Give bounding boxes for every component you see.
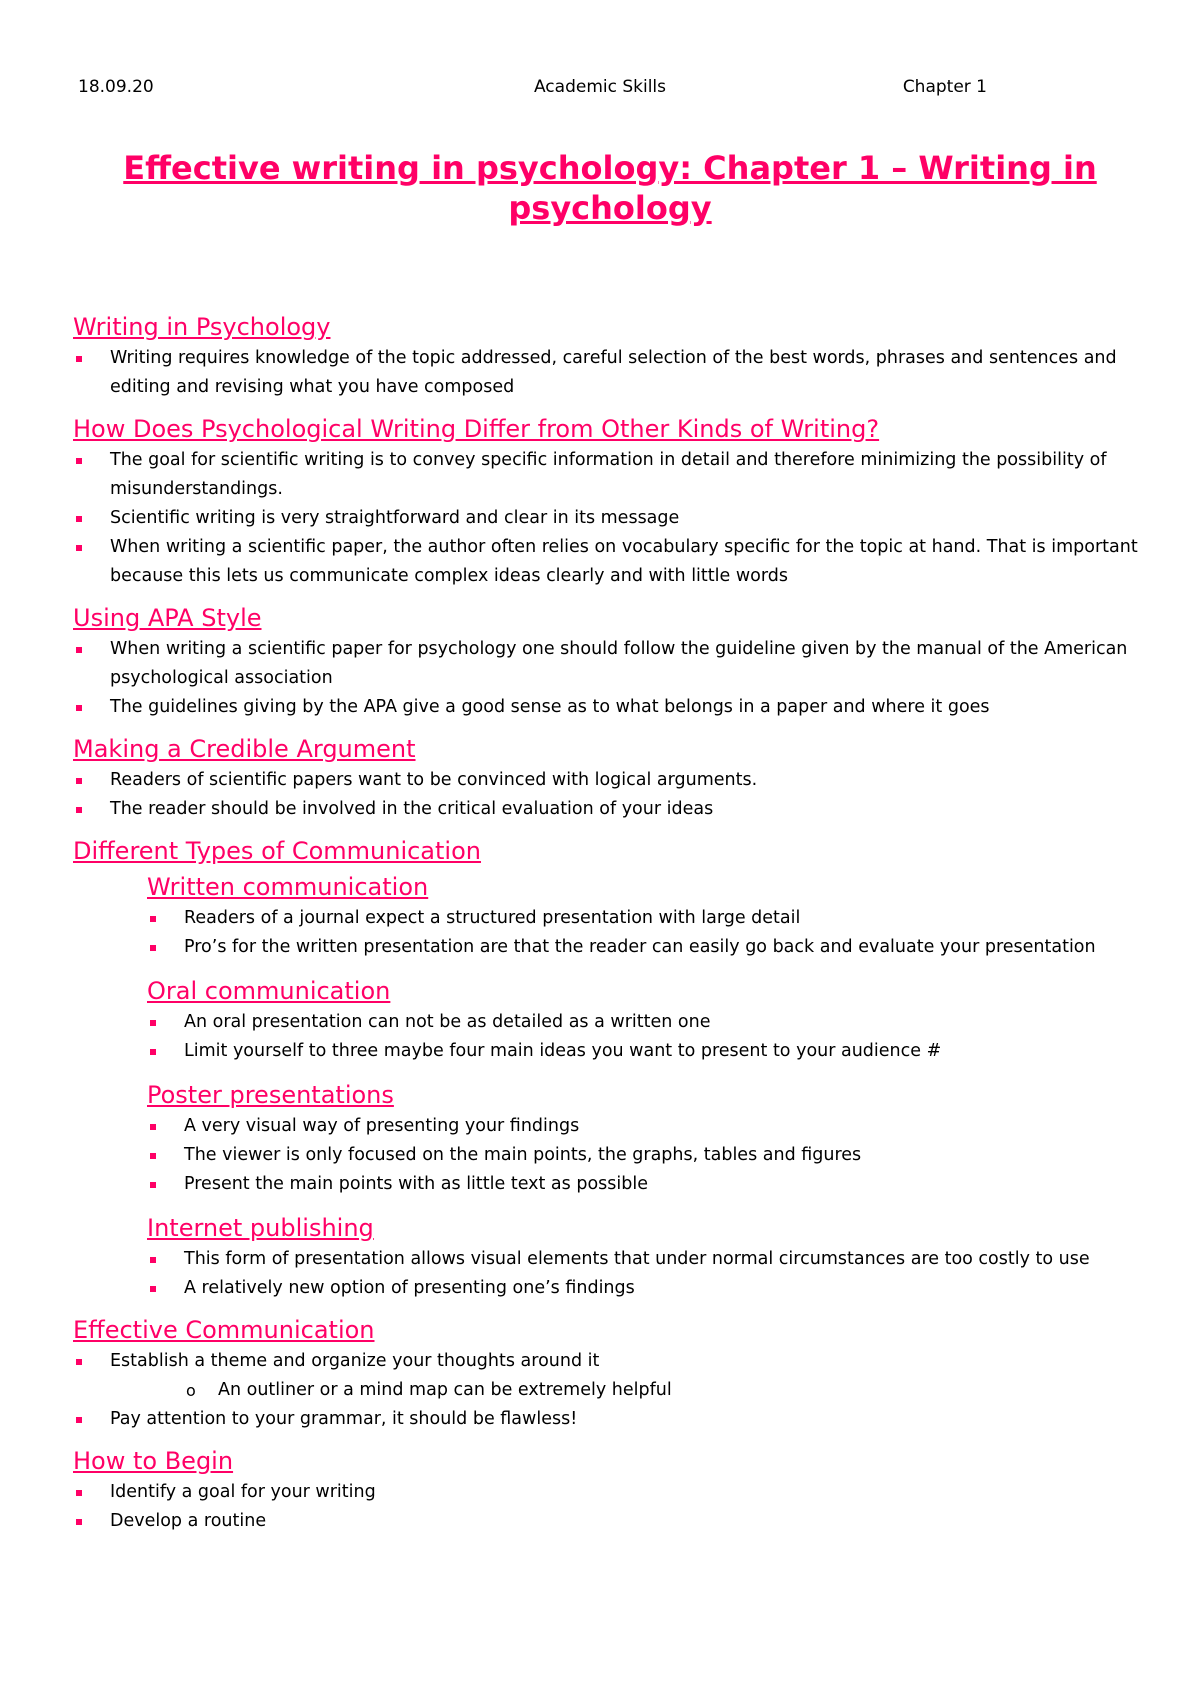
document-body: [73, 312, 1143, 1536]
subsection-heading: Internet publishing: [147, 1214, 374, 1242]
list-item: The guidelines giving by the APA give a good sense as to what belongs in a paper and where it goes: [73, 693, 1143, 722]
list-item: The reader should be involved in the critical evaluation of your ideas: [73, 795, 1143, 824]
bullet-list: [147, 1245, 1143, 1303]
bullet-list: [73, 446, 1143, 591]
header-chapter: Chapter 1: [902, 77, 987, 97]
list-item: Readers of scientific papers want to be convinced with logical arguments.: [73, 766, 1143, 795]
section-heading: Writing in Psychology: [73, 313, 331, 341]
bullet-list: [147, 1008, 1143, 1066]
sub-list-item: o An outliner or a mind map can be extremely helpful: [73, 1376, 1143, 1405]
section-effective-communication: [73, 1315, 1143, 1434]
subsection-heading: Oral communication: [147, 977, 391, 1005]
bullet-list: [73, 344, 1143, 402]
list-item: The goal for scientific writing is to convey specific information in detail and therefore minimizing the possibility of misunderstandings.: [73, 446, 1143, 504]
list-item: Writing requires knowledge of the topic addressed, careful selection of the best words, phrases and sentences and editing and revising what you have composed: [73, 344, 1143, 402]
bullet-list: [73, 766, 1143, 824]
bullet-list: [73, 635, 1143, 722]
subsection-oral-communication: [147, 976, 1143, 1066]
list-item: The viewer is only focused on the main points, the graphs, tables and figures: [147, 1141, 1143, 1170]
section-heading: How to Begin: [73, 1447, 234, 1475]
list-item: Readers of a journal expect a structured presentation with large detail: [147, 904, 1143, 933]
section-types-of-communication: [73, 836, 1143, 1303]
section-heading: Using APA Style: [73, 604, 262, 632]
section-credible-argument: [73, 734, 1143, 824]
list-item: When writing a scientific paper, the author often relies on vocabulary specific for the topic at hand. That is important because this lets us communicate complex ideas clearly and with little words: [73, 533, 1143, 591]
bullet-list: [73, 1478, 1143, 1536]
subsection-written-communication: [147, 872, 1143, 962]
list-item: Pro’s for the written presentation are that the reader can easily go back and evaluate your presentation: [147, 933, 1143, 962]
bullet-list: [73, 1347, 1143, 1434]
section-how-to-begin: [73, 1446, 1143, 1536]
header-course: Academic Skills: [533, 77, 667, 97]
section-heading: How Does Psychological Writing Differ from Other Kinds of Writing?: [73, 415, 880, 443]
list-item: Identify a goal for your writing: [73, 1478, 1143, 1507]
section-psychological-writing-differ: [73, 414, 1143, 591]
list-item: Present the main points with as little text as possible: [147, 1170, 1143, 1199]
page-title: Effective writing in psychology: Chapter 1 – Writing in psychology: [123, 149, 1097, 227]
subsection-poster-presentations: [147, 1080, 1143, 1199]
section-using-apa-style: [73, 603, 1143, 722]
subsection-heading: Poster presentations: [147, 1081, 394, 1109]
section-writing-in-psychology: [73, 312, 1143, 402]
section-heading: Effective Communication: [73, 1316, 375, 1344]
list-item: Develop a routine: [73, 1507, 1143, 1536]
list-item: A very visual way of presenting your findings: [147, 1112, 1143, 1141]
list-item: A relatively new option of presenting one’s findings: [147, 1274, 1143, 1303]
list-item: This form of presentation allows visual elements that under normal circumstances are too costly to use: [147, 1245, 1143, 1274]
list-item: Pay attention to your grammar, it should be flawless!: [73, 1405, 1143, 1434]
bullet-list: [147, 1112, 1143, 1199]
section-heading: Different Types of Communication: [73, 837, 481, 865]
bullet-list: [147, 904, 1143, 962]
list-item: When writing a scientific paper for psychology one should follow the guideline given by the manual of the American psychological association: [73, 635, 1143, 693]
list-item: An oral presentation can not be as detailed as a written one: [147, 1008, 1143, 1037]
section-heading: Making a Credible Argument: [73, 735, 416, 763]
list-item: Scientific writing is very straightforward and clear in its message: [73, 504, 1143, 533]
subsection-internet-publishing: [147, 1213, 1143, 1303]
header-date: 18.09.20: [78, 77, 154, 97]
list-item: Establish a theme and organize your thoughts around it: [73, 1347, 1143, 1376]
subsection-heading: Written communication: [147, 873, 429, 901]
list-item: Limit yourself to three maybe four main ideas you want to present to your audience #: [147, 1037, 1143, 1066]
